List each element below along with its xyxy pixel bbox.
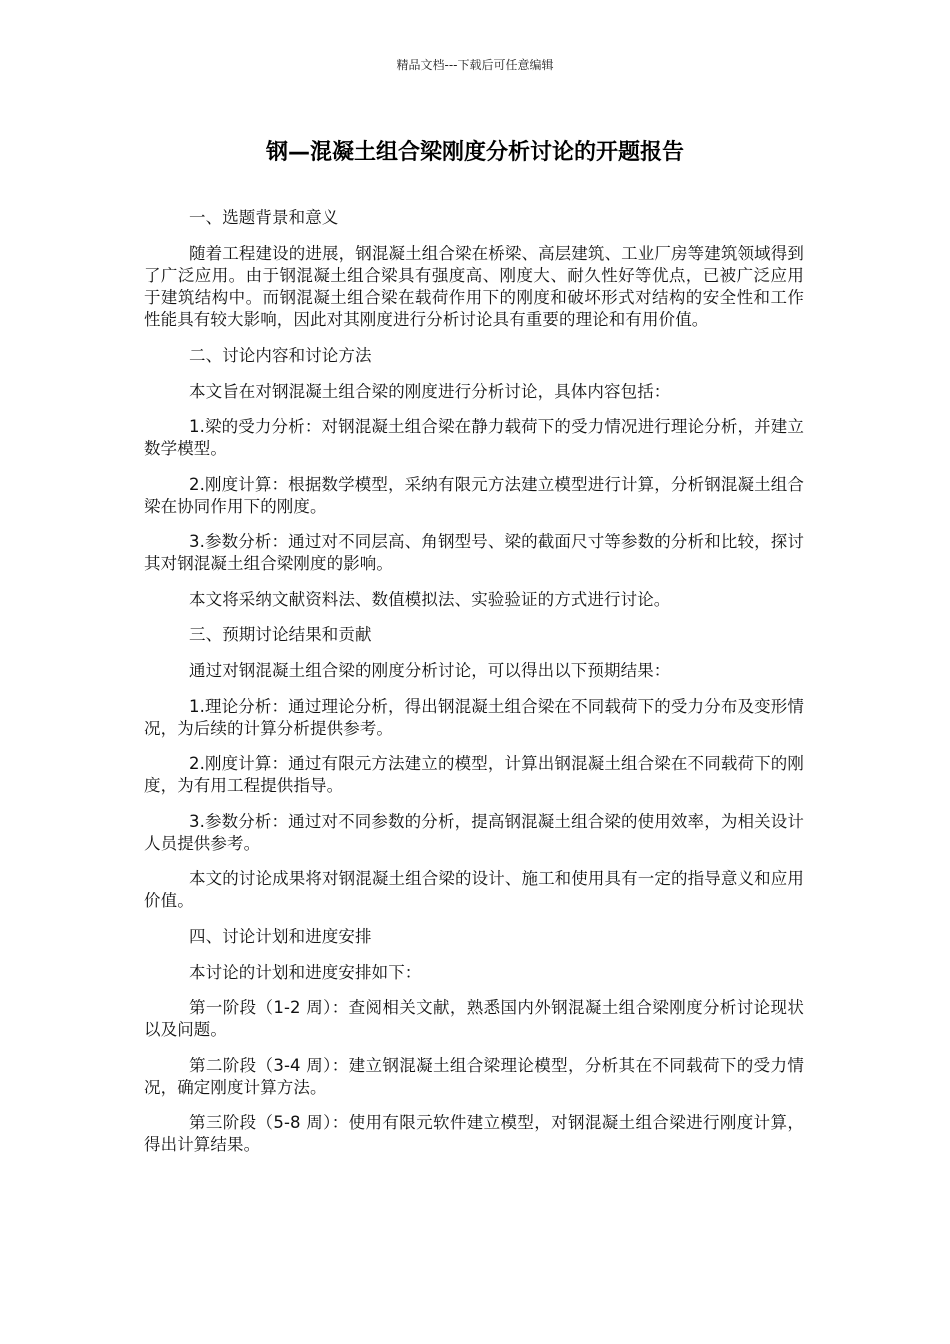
list-item-stiffness-calc: 2.刚度计算：根据数学模型，采纳有限元方法建立模型进行计算，分析钢混凝土组合梁在协同作用下的刚度。 [144,474,804,516]
list-item-theory-result: 1.理论分析：通过理论分析，得出钢混凝土组合梁在不同载荷下的受力分布及变形情况，为后续的计算分析提供参考。 [144,696,804,738]
list-item-parameter-result: 3.参数分析：通过对不同参数的分析，提高钢混凝土组合梁的使用效率，为相关设计人员提供参考。 [144,811,804,853]
schedule-stage-1: 第一阶段（1-2 周）：查阅相关文献，熟悉国内外钢混凝土组合梁刚度分析讨论现状以及问题。 [144,998,804,1039]
paragraph-content-intro: 本文旨在对钢混凝土组合梁的刚度进行分析讨论，具体内容包括： [189,381,671,401]
header-note: 精品文档---下载后可任意编辑 [396,58,554,72]
section-heading-schedule: 四、讨论计划和进度安排 [189,926,372,946]
paragraph-background: 随着工程建设的进展，钢混凝土组合梁在桥梁、高层建筑、工业厂房等建筑领域得到了广泛应用。由于钢混凝土组合梁具有强度高、刚度大、耐久性好等优点，已被广泛应用于建筑结构中。而钢混凝土组合梁在载荷作用下的刚度和破坏形式对结构的安全性和工作性能具有较大影响，因此对其刚度进行分析讨论具有重要的理论和有用价值。 [144,244,804,329]
section-heading-expected-results: 三、预期讨论结果和贡献 [189,625,372,644]
paragraph-schedule-intro: 本讨论的计划和进度安排如下： [189,962,422,982]
paragraph-contribution: 本文的讨论成果将对钢混凝土组合梁的设计、施工和使用具有一定的指导意义和应用价值。 [144,869,804,910]
paragraph-methods: 本文将采纳文献资料法、数值模拟法、实验验证的方式进行讨论。 [189,589,671,609]
list-item-force-analysis: 1.梁的受力分析：对钢混凝土组合梁在静力载荷下的受力情况进行理论分析，并建立数学模型。 [144,417,804,458]
section-heading-content-methods: 二、讨论内容和讨论方法 [189,345,372,365]
list-item-parameter-analysis: 3.参数分析：通过对不同层高、角钢型号、梁的截面尺寸等参数的分析和比较，探讨其对钢混凝土组合梁刚度的影响。 [144,532,804,573]
schedule-stage-3: 第三阶段（5-8 周）：使用有限元软件建立模型，对钢混凝土组合梁进行刚度计算，得出计算结果。 [144,1113,804,1154]
document-body [144,207,804,1170]
document-title: 钢—混凝土组合梁刚度分析讨论的开题报告 [265,140,684,165]
list-item-stiffness-result: 2.刚度计算：通过有限元方法建立的模型，计算出钢混凝土组合梁在不同载荷下的刚度，为有用工程提供指导。 [144,754,804,795]
section-heading-background: 一、选题背景和意义 [189,208,339,227]
schedule-stage-2: 第二阶段（3-4 周）：建立钢混凝土组合梁理论模型，分析其在不同载荷下的受力情况，确定刚度计算方法。 [144,1055,804,1097]
paragraph-results-intro: 通过对钢混凝土组合梁的刚度分析讨论，可以得出以下预期结果： [189,661,671,680]
